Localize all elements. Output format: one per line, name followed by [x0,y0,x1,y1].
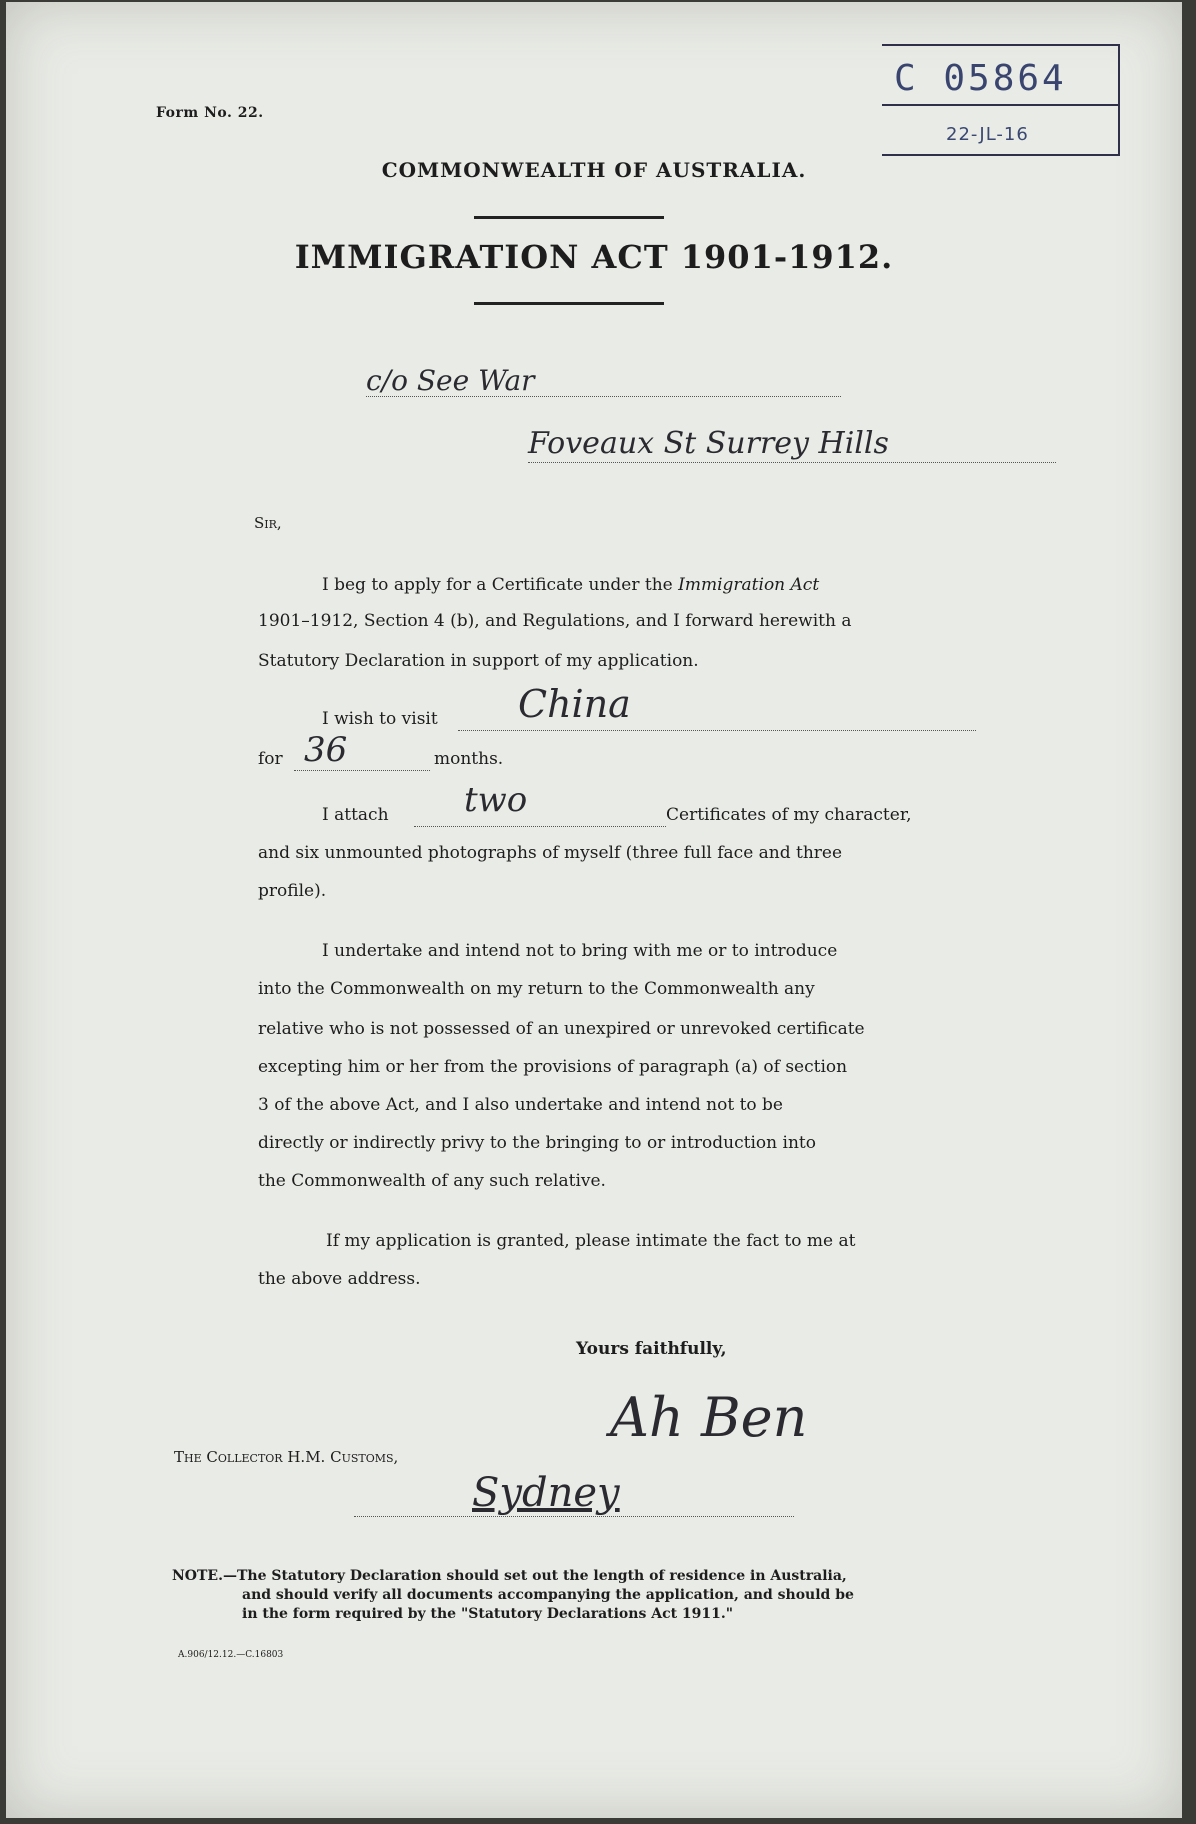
p1-line3: Statutory Declaration in support of my application. [258,651,699,671]
visit-destination: China [518,682,631,726]
title-rule-top [474,216,664,219]
p1-line2: 1901–1912, Section 4 (b), and Regulations, and I forward herewith a [258,611,852,631]
note [172,1567,1022,1624]
attach-suffix: Certificates of my character, [666,805,912,825]
note-line: and should verify all documents accompanying the application, and should be [242,1587,854,1603]
undertake-line: the Commonwealth of any such relative. [258,1171,606,1191]
photos-line1: and six unmounted photographs of myself (three full face and three [258,843,843,863]
months-value: 36 [304,730,348,770]
undertake-line: excepting him or her from the provisions of paragraph (a) of section [258,1057,848,1077]
stamp-number: C 05864 [894,58,1067,99]
signature: Ah Ben [610,1386,808,1449]
closing: Yours faithfully, [576,1339,727,1359]
address-line1: c/o See War [366,364,535,397]
addressee: The Collector H.M. Customs, [174,1448,399,1466]
attach-label: I attach [322,805,389,825]
stamp-date: 22-JL-16 [946,124,1029,145]
footer-code: A.906/12.12.—C.16803 [178,1650,284,1660]
act-title: IMMIGRATION ACT 1901-1912. [294,238,894,276]
address-line2: Foveaux St Surrey Hills [528,426,889,461]
for-label: for [258,749,283,769]
granted-line2: the above address. [258,1269,421,1289]
undertake-line: into the Commonwealth on my return to the Commonwealth any [258,979,815,999]
salutation: Sir, [254,514,282,532]
commonwealth-heading: COMMONWEALTH OF AUSTRALIA. [381,158,807,182]
form-number: Form No. 22. [156,105,264,121]
photos-line2: profile). [258,881,327,901]
note-line: in the form required by the "Statutory Declarations Act 1911." [242,1606,734,1622]
note-line: The Statutory Declaration should set out the length of residence in Australia, [236,1568,847,1584]
granted-line1: If my application is granted, please intimate the fact to me at [326,1231,856,1251]
attach-field-rule [414,798,666,827]
act-name-italic: Immigration Act [678,575,820,595]
months-label: months. [434,749,504,769]
title-rule-bottom [474,302,664,305]
undertake-line: 3 of the above Act, and I also undertake and intend not to be [258,1095,783,1115]
undertake-line: relative who is not possessed of an unexpired or unrevoked certificate [258,1019,865,1039]
p1-line1-text: I beg to apply for a Certificate under the [322,575,679,595]
note-label: NOTE.— [172,1568,237,1584]
visit-label: I wish to visit [322,709,438,729]
p1-line1 [322,568,819,602]
addressee-city: Sydney [472,1470,620,1516]
form-page [6,2,1182,1818]
attach-count: two [464,780,528,820]
undertake-line: directly or indirectly privy to the bringing to or introduction into [258,1133,816,1153]
undertake-line: I undertake and intend not to bring with me or to introduce [322,941,838,961]
